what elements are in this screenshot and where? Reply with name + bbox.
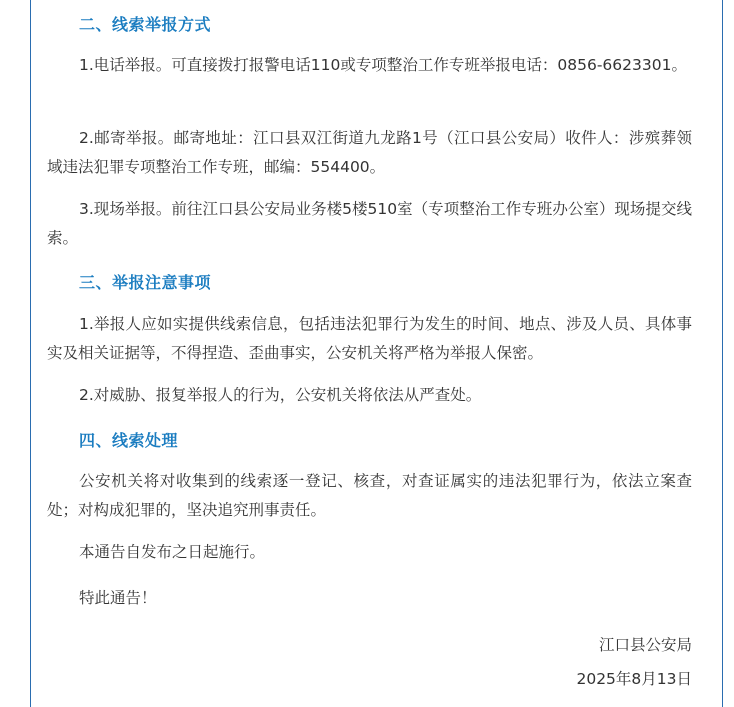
paragraph-note-truthful: 1.举报人应如实提供线索信息，包括违法犯罪行为发生的时间、地点、涉及人员、具体事实及相关证据等，不得捏造、歪曲事实，公安机关将严格为举报人保密。 [47,315,692,362]
issue-date: 2025年8月13日 [576,670,692,688]
heading-handling: 四、线索处理 [79,431,179,450]
paragraph-mail-report: 2.邮寄举报。邮寄地址：江口县双江街道九龙路1号（江口县公安局）收件人：涉殡葬领域违法犯罪专项整治工作专班，邮编：554400。 [47,129,692,176]
paragraph-note-retaliation: 2.对威胁、报复举报人的行为，公安机关将依法从严查处。 [79,386,482,404]
heading-notes: 三、举报注意事项 [79,273,212,292]
issuer-name: 江口县公安局 [598,636,692,654]
paragraph-onsite-report: 3.现场举报。前往江口县公安局业务楼5楼510室（专项整治工作专班办公室）现场提交线索。 [47,200,692,247]
paragraph-effective: 本通告自发布之日起施行。 [79,543,266,561]
heading-reporting-methods: 二、线索举报方式 [79,15,212,34]
paragraph-phone-report: 1.电话举报。可直接拨打报警电话110或专项整治工作专班举报电话：0856-6623301。 [79,56,687,74]
paragraph-notice: 特此通告！ [79,589,157,607]
paragraph-handling: 公安机关将对收集到的线索逐一登记、核查，对查证属实的违法犯罪行为，依法立案查处；对构成犯罪的，坚决追究刑事责任。 [47,472,692,519]
